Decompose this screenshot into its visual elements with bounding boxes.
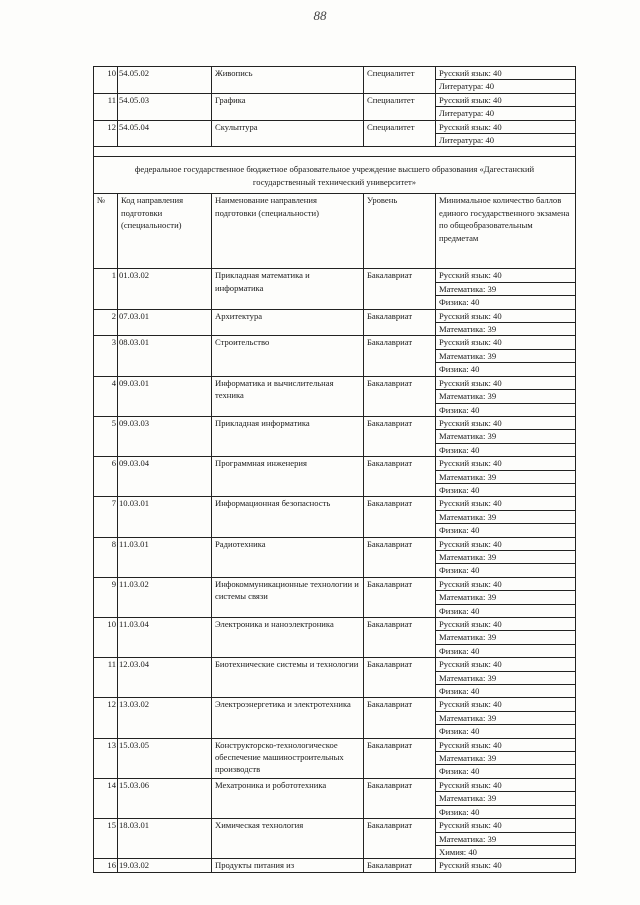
table-row xyxy=(94,658,576,671)
education-level: Бакалавриат xyxy=(364,269,436,309)
row-number: 6 xyxy=(94,457,118,497)
subject-min-score: Русский язык: 40 xyxy=(436,698,576,711)
row-number: 7 xyxy=(94,497,118,537)
direction-code: 07.03.01 xyxy=(118,309,212,336)
header-name: Наименование направления подготовки (специальности) xyxy=(212,194,364,269)
subject-min-score: Физика: 40 xyxy=(436,805,576,818)
subject-min-score: Физика: 40 xyxy=(436,483,576,496)
table-row xyxy=(94,778,576,791)
row-number: 10 xyxy=(94,67,118,94)
table-row xyxy=(94,819,576,832)
education-level: Бакалавриат xyxy=(364,738,436,778)
subject-min-score: Физика: 40 xyxy=(436,296,576,309)
subject-min-score: Физика: 40 xyxy=(436,765,576,778)
direction-code: 54.05.04 xyxy=(118,120,212,147)
direction-code: 15.03.06 xyxy=(118,778,212,818)
subject-min-score: Русский язык: 40 xyxy=(436,376,576,389)
direction-code: 11.03.01 xyxy=(118,537,212,577)
direction-code: 09.03.04 xyxy=(118,457,212,497)
table-row xyxy=(94,537,576,550)
header-row xyxy=(94,194,576,269)
row-number: 8 xyxy=(94,537,118,577)
subject-min-score: Русский язык: 40 xyxy=(436,416,576,429)
table-row xyxy=(94,738,576,751)
direction-name: Электроника и наноэлектроника xyxy=(212,618,364,658)
subject-min-score: Математика: 39 xyxy=(436,510,576,523)
table-row xyxy=(94,67,576,80)
direction-name: Прикладная математика и информатика xyxy=(212,269,364,309)
subject-min-score: Русский язык: 40 xyxy=(436,537,576,550)
subject-min-score: Литература: 40 xyxy=(436,107,576,120)
subject-min-score: Литература: 40 xyxy=(436,80,576,93)
subject-min-score: Русский язык: 40 xyxy=(436,778,576,791)
spacer-row xyxy=(94,147,576,157)
education-level: Бакалавриат xyxy=(364,457,436,497)
direction-name: Живопись xyxy=(212,67,364,94)
table-row xyxy=(94,336,576,349)
subject-min-score: Физика: 40 xyxy=(436,363,576,376)
direction-code: 12.03.04 xyxy=(118,658,212,698)
education-level: Бакалавриат xyxy=(364,309,436,336)
row-number: 4 xyxy=(94,376,118,416)
table-row xyxy=(94,309,576,322)
subject-min-score: Математика: 39 xyxy=(436,349,576,362)
row-number: 3 xyxy=(94,336,118,376)
row-number: 14 xyxy=(94,778,118,818)
table-row xyxy=(94,618,576,631)
education-level: Бакалавриат xyxy=(364,537,436,577)
subject-min-score: Русский язык: 40 xyxy=(436,859,576,872)
header-code: Код направления подготовки (специальности) xyxy=(118,194,212,269)
direction-code: 11.03.04 xyxy=(118,618,212,658)
direction-name: Электроэнергетика и электротехника xyxy=(212,698,364,738)
organization-row xyxy=(94,157,576,194)
education-level: Бакалавриат xyxy=(364,859,436,872)
direction-name: Радиотехника xyxy=(212,537,364,577)
table-row xyxy=(94,93,576,106)
subject-min-score: Русский язык: 40 xyxy=(436,93,576,106)
subject-min-score: Русский язык: 40 xyxy=(436,577,576,590)
header-level: Уровень xyxy=(364,194,436,269)
organization-name: федеральное государственное бюджетное образовательное учреждение высшего образования «Дагестанский государственный технический университет» xyxy=(94,157,576,194)
direction-name: Информационная безопасность xyxy=(212,497,364,537)
education-level: Специалитет xyxy=(364,67,436,94)
table-row xyxy=(94,457,576,470)
row-number: 11 xyxy=(94,658,118,698)
education-level: Бакалавриат xyxy=(364,618,436,658)
direction-code: 18.03.01 xyxy=(118,819,212,859)
direction-name: Мехатроника и робототехника xyxy=(212,778,364,818)
direction-name: Скульптура xyxy=(212,120,364,147)
subject-min-score: Математика: 39 xyxy=(436,671,576,684)
subject-min-score: Математика: 39 xyxy=(436,470,576,483)
direction-code: 01.03.02 xyxy=(118,269,212,309)
subject-min-score: Русский язык: 40 xyxy=(436,738,576,751)
direction-code: 19.03.02 xyxy=(118,859,212,872)
subject-min-score: Русский язык: 40 xyxy=(436,336,576,349)
education-level: Бакалавриат xyxy=(364,497,436,537)
direction-code: 10.03.01 xyxy=(118,497,212,537)
subject-min-score: Математика: 39 xyxy=(436,711,576,724)
row-number: 5 xyxy=(94,416,118,456)
subject-min-score: Русский язык: 40 xyxy=(436,269,576,282)
subject-min-score: Физика: 40 xyxy=(436,403,576,416)
subject-min-score: Математика: 39 xyxy=(436,792,576,805)
direction-code: 09.03.01 xyxy=(118,376,212,416)
subject-min-score: Русский язык: 40 xyxy=(436,67,576,80)
table-row xyxy=(94,698,576,711)
subject-min-score: Русский язык: 40 xyxy=(436,457,576,470)
table-row xyxy=(94,577,576,590)
subject-min-score: Математика: 39 xyxy=(436,832,576,845)
subject-min-score: Математика: 39 xyxy=(436,323,576,336)
direction-name: Химическая технология xyxy=(212,819,364,859)
direction-name: Инфокоммуникационные технологии и системы связи xyxy=(212,577,364,617)
row-number: 9 xyxy=(94,577,118,617)
subject-min-score: Русский язык: 40 xyxy=(436,819,576,832)
subject-min-score: Математика: 39 xyxy=(436,390,576,403)
education-level: Бакалавриат xyxy=(364,698,436,738)
row-number: 16 xyxy=(94,859,118,872)
direction-code: 54.05.03 xyxy=(118,93,212,120)
row-number: 1 xyxy=(94,269,118,309)
direction-name: Прикладная информатика xyxy=(212,416,364,456)
table-row xyxy=(94,859,576,872)
page-number: 88 xyxy=(313,8,327,23)
table-row xyxy=(94,376,576,389)
education-level: Бакалавриат xyxy=(364,577,436,617)
subject-min-score: Математика: 39 xyxy=(436,631,576,644)
admission-table xyxy=(93,66,576,873)
direction-name: Информатика и вычислительная техника xyxy=(212,376,364,416)
education-level: Бакалавриат xyxy=(364,416,436,456)
subject-min-score: Физика: 40 xyxy=(436,564,576,577)
row-number: 13 xyxy=(94,738,118,778)
row-number: 12 xyxy=(94,120,118,147)
subject-min-score: Русский язык: 40 xyxy=(436,309,576,322)
spacer-cell xyxy=(94,147,576,157)
table-row xyxy=(94,120,576,133)
subject-min-score: Математика: 39 xyxy=(436,282,576,295)
direction-code: 15.03.05 xyxy=(118,738,212,778)
education-level: Специалитет xyxy=(364,93,436,120)
direction-name: Биотехнические системы и технологии xyxy=(212,658,364,698)
subject-min-score: Математика: 39 xyxy=(436,550,576,563)
subject-min-score: Физика: 40 xyxy=(436,725,576,738)
subject-min-score: Русский язык: 40 xyxy=(436,618,576,631)
direction-code: 08.03.01 xyxy=(118,336,212,376)
row-number: 11 xyxy=(94,93,118,120)
direction-name: Графика xyxy=(212,93,364,120)
education-level: Бакалавриат xyxy=(364,819,436,859)
header-number: № xyxy=(94,194,118,269)
subject-min-score: Физика: 40 xyxy=(436,685,576,698)
subject-min-score: Русский язык: 40 xyxy=(436,497,576,510)
direction-name: Архитектура xyxy=(212,309,364,336)
education-level: Специалитет xyxy=(364,120,436,147)
education-level: Бакалавриат xyxy=(364,658,436,698)
education-level: Бакалавриат xyxy=(364,376,436,416)
table-row xyxy=(94,416,576,429)
direction-name: Строительство xyxy=(212,336,364,376)
direction-name: Программная инженерия xyxy=(212,457,364,497)
direction-code: 54.05.02 xyxy=(118,67,212,94)
subject-min-score: Математика: 39 xyxy=(436,752,576,765)
education-level: Бакалавриат xyxy=(364,778,436,818)
table-row xyxy=(94,497,576,510)
row-number: 15 xyxy=(94,819,118,859)
header-min-score: Минимальное количество баллов единого государственного экзамена по общеобразовательным предметам xyxy=(436,194,576,269)
subject-min-score: Физика: 40 xyxy=(436,644,576,657)
subject-min-score: Физика: 40 xyxy=(436,604,576,617)
direction-name: Продукты питания из xyxy=(212,859,364,872)
subject-min-score: Химия: 40 xyxy=(436,845,576,858)
direction-code: 11.03.02 xyxy=(118,577,212,617)
subject-min-score: Физика: 40 xyxy=(436,524,576,537)
subject-min-score: Русский язык: 40 xyxy=(436,120,576,133)
direction-name: Конструкторско-технологическое обеспечение машиностроительных производств xyxy=(212,738,364,778)
row-number: 2 xyxy=(94,309,118,336)
row-number: 12 xyxy=(94,698,118,738)
subject-min-score: Математика: 39 xyxy=(436,430,576,443)
subject-min-score: Литература: 40 xyxy=(436,134,576,147)
education-level: Бакалавриат xyxy=(364,336,436,376)
row-number: 10 xyxy=(94,618,118,658)
direction-code: 13.03.02 xyxy=(118,698,212,738)
direction-code: 09.03.03 xyxy=(118,416,212,456)
subject-min-score: Русский язык: 40 xyxy=(436,658,576,671)
subject-min-score: Физика: 40 xyxy=(436,443,576,456)
table-row xyxy=(94,269,576,282)
subject-min-score: Математика: 39 xyxy=(436,591,576,604)
